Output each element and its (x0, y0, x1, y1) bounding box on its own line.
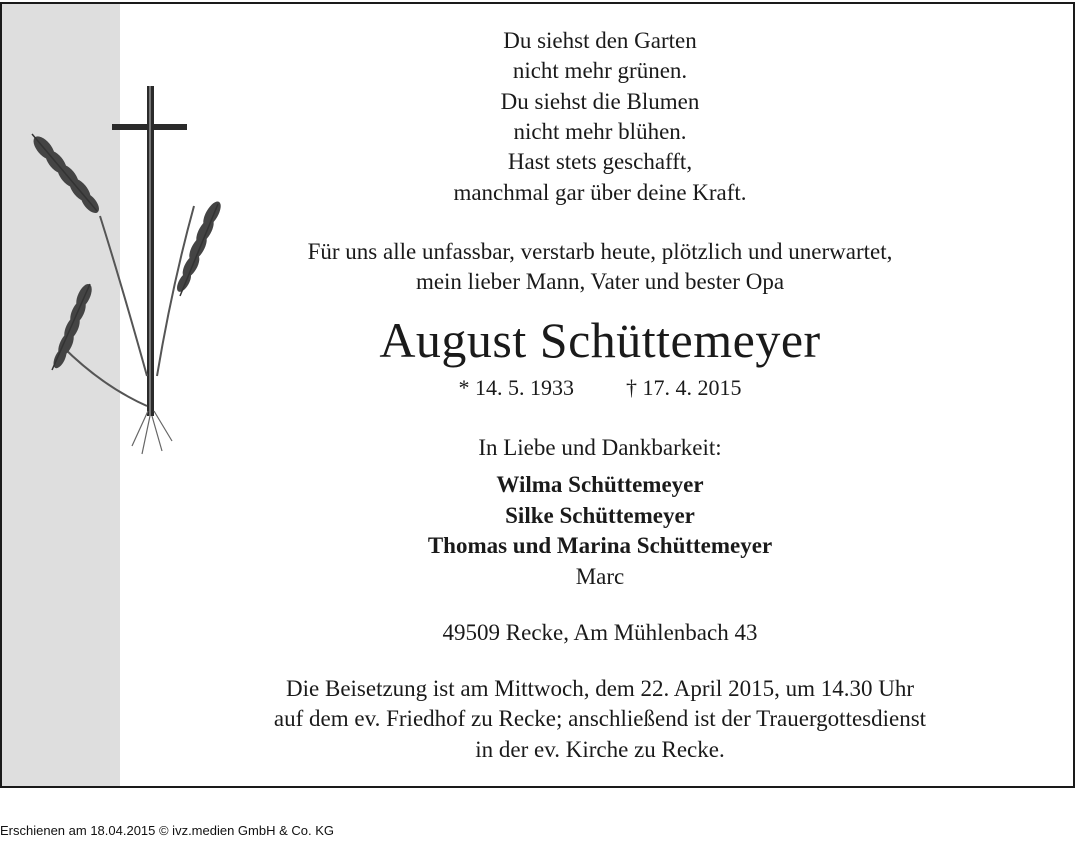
birth-date: * 14. 5. 1933 (458, 375, 574, 400)
intro-line: mein lieber Mann, Vater und bester Opa (415, 269, 785, 294)
obituary-notice (0, 2, 1075, 788)
poem-line: nicht mehr grünen. (512, 58, 688, 83)
intro-line: Für uns alle unfassbar, verstarb heute, plötzlich und unerwartet, (307, 239, 893, 264)
poem-line: manchmal gar über deine Kraft. (453, 180, 747, 205)
poem-line: Du siehst den Garten (503, 28, 697, 53)
mourners-heading: In Liebe und Dankbarkeit: (478, 435, 722, 460)
poem-line: nicht mehr blühen. (513, 119, 687, 144)
mourner-name: Wilma Schüttemeyer (496, 472, 704, 497)
poem-line: Hast stets geschafft, (507, 149, 693, 174)
address: 49509 Recke, Am Mühlenbach 43 (442, 620, 758, 645)
mourner-name: Thomas und Marina Schüttemeyer (427, 533, 773, 558)
life-dates (120, 374, 1075, 402)
funeral-line: Die Beisetzung ist am Mittwoch, dem 22. April 2015, um 14.30 Uhr (286, 676, 914, 701)
funeral-line: in der ev. Kirche zu Recke. (475, 737, 725, 762)
publication-footer: Erschienen am 18.04.2015 © ivz.medien GmbH & Co. KG (0, 823, 335, 838)
mourner-name: Marc (575, 564, 625, 589)
poem-line: Du siehst die Blumen (500, 89, 700, 114)
deceased-name: August Schüttemeyer (379, 312, 821, 368)
funeral-line: auf dem ev. Friedhof zu Recke; anschließend ist der Trauergottesdienst (273, 706, 927, 731)
mourner-name: Silke Schüttemeyer (505, 503, 695, 528)
death-date: † 17. 4. 2015 (626, 375, 742, 400)
